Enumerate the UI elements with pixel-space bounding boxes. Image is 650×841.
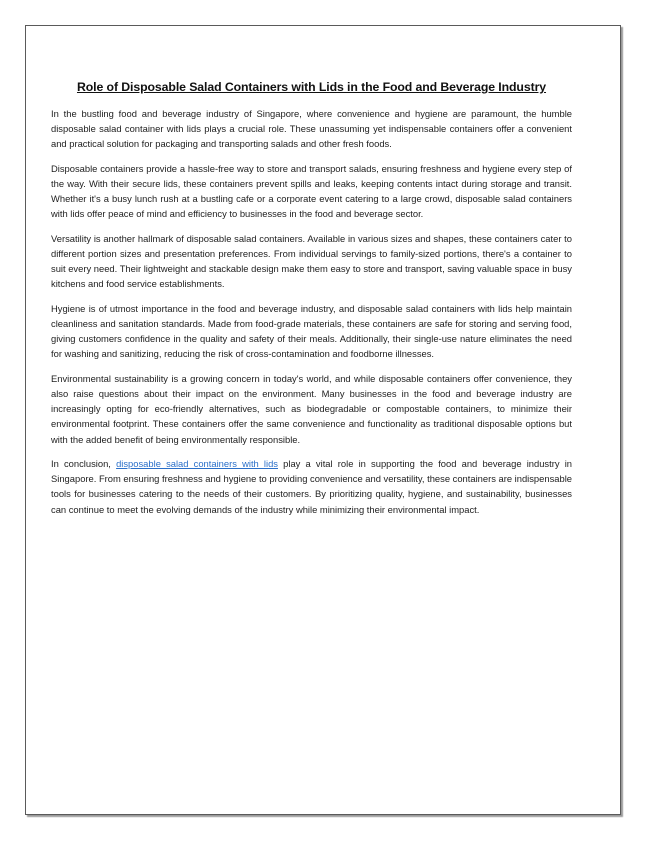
- document-content: [51, 80, 572, 526]
- paragraph-intro: In the bustling food and beverage industry of Singapore, where convenience and hygiene are paramount, the humble disposable salad container with lids plays a crucial role. These unassuming yet indispensable containers offer a convenient and practical solution for packaging and transporting salads and other fresh foods.: [51, 108, 572, 150]
- conclusion-lead-text: In conclusion,: [51, 458, 117, 469]
- disposable-salad-containers-link[interactable]: disposable salad containers with lids: [116, 458, 278, 469]
- conclusion-body-text: play a vital role in supporting the food and beverage industry in Singapore. From ensuring freshness and hygiene to providing convenience and versatility, these containers are indispensable tools for businesses catering to the needs of their customers. By prioritizing quality, hygiene, and sustainability, businesses can continue to meet the evolving demands of the industry while minimizing their environmental impact.: [51, 458, 572, 515]
- paragraph-hygiene: Hygiene is of utmost importance in the food and beverage industry, and disposable salad containers with lids help maintain cleanliness and sanitation standards. Made from food-grade materials, these containers are safe for storing and serving food, giving customers confidence in the quality and safety of their meals. Additionally, their single-use nature eliminates the need for washing and sanitizing, reducing the risk of cross-contamination and foodborne illnesses.: [51, 302, 572, 360]
- paragraph-sustainability: Environmental sustainability is a growing concern in today's world, and while disposable containers offer convenience, they also raise questions about their impact on the environment. Many businesses in the food and beverage industry are increasingly opting for eco-friendly alternatives, such as biodegradable or compostable containers, to minimize their environmental footprint. These containers offer the same convenience and functionality as traditional disposable options but with the added benefit of being environmentally responsible.: [51, 372, 572, 445]
- paragraph-convenience: Disposable containers provide a hassle-free way to store and transport salads, ensuring freshness and hygiene every step of the way. With their secure lids, these containers prevent spills and leaks, keeping contents intact during storage and transit. Whether it's a busy lunch rush at a bustling cafe or a corporate event catering to a large crowd, disposable salad containers with lids offer peace of mind and efficiency to businesses in the food and beverage sector.: [51, 162, 572, 220]
- paragraph-conclusion: [51, 456, 572, 517]
- document-title: Role of Disposable Salad Containers with Lids in the Food and Beverage Industry: [76, 80, 547, 94]
- paragraph-versatility: Versatility is another hallmark of disposable salad containers. Available in various sizes and shapes, these containers cater to different portion sizes and presentation preferences. From individual servings to family-sized portions, there's a container to suit every need. Their lightweight and stackable design make them easy to store and transport, saving valuable space in busy kitchens and food service establishments.: [51, 232, 572, 290]
